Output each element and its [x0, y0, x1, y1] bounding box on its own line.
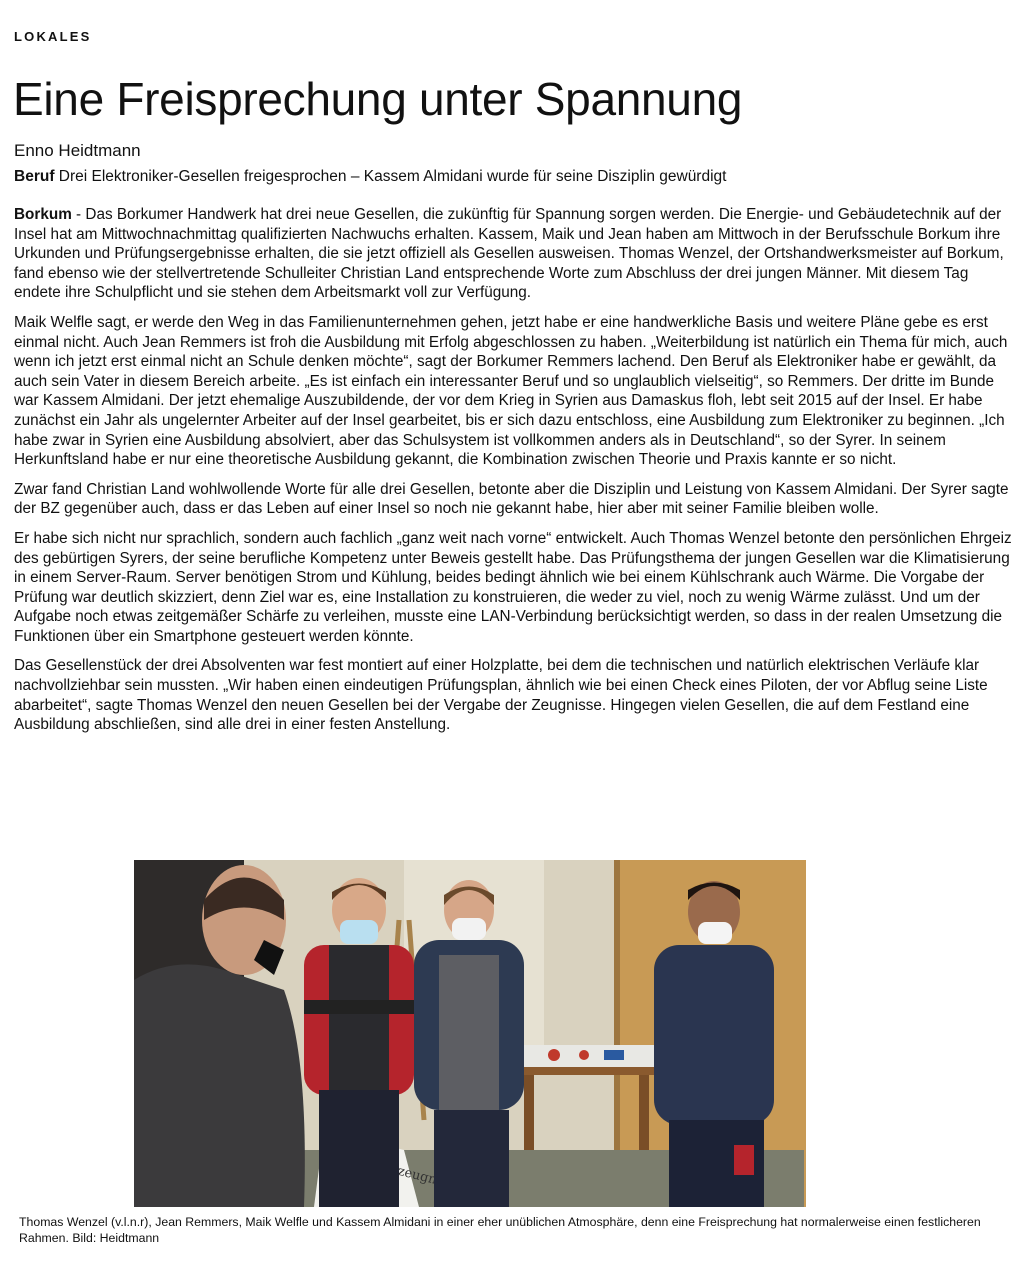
teaser-kicker: Beruf [14, 168, 55, 185]
article-body [14, 205, 1012, 745]
dateline: Borkum [14, 206, 72, 223]
teaser [14, 168, 726, 186]
article-photo [134, 860, 806, 1207]
headline: Eine Freisprechung unter Spannung [13, 73, 743, 125]
paragraph-4: Er habe sich nicht nur sprachlich, sondern auch fachlich „ganz weit nach vorne“ entwickelt. Auch Thomas Wenzel betonte den persönlichen Ehrgeiz des gebürtigen Syrers, der seine berufliche Kompetenz unter Beweis gestellt habe. Das Prüfungsthema der jungen Gesellen war die Klimatisierung in einem Server-Raum. Server benötigen Strom und Kühlung, beides bedingt ähnlich wie bei einem Kühlschrank auch Wärme. Die Vorgabe der Prüfung war deutlich skizziert, denn Ziel war es, eine Installation zu konstruieren, die weder zu viel, noch zu wenig Wärme zulässt. Und um der Aufgabe noch etwas zeitgemäßer Schärfe zu verleihen, musste eine LAN-Verbindung berücksichtigt werden, so dass in der realen Umsetzung die Funktionen über ein Smartphone gesteuert werden könnte. [14, 529, 1012, 645]
paragraph-3: Zwar fand Christian Land wohlwollende Worte für alle drei Gesellen, betonte aber die Disziplin und Leistung von Kassem Almidani. Der Syrer sagte der BZ gegenüber auch, dass er das Leben auf einer Insel so noch nie gekannt habe, hier aber mit seiner Familie bleiben wolle. [14, 480, 1009, 518]
paragraph-1 [14, 205, 1012, 303]
paragraph-1-text: - Das Borkumer Handwerk hat drei neue Gesellen, die zukünftig für Spannung sorgen werden. Die Energie- und Gebäudetechnik auf der Insel hat am Mittwochnachmittag qualifizierten Nachwuchs erhalten. Kassem, Maik und Jean haben am Mittwoch in der Berufsschule Borkum ihre Urkunden und Prüfungsergebnisse erhalten, die sie jetzt offiziell als Gesellen ausweisen. Thomas Wenzel, der Ortshandwerksmeister auf Borkum, fand ebenso wie der stellvertretende Schulleiter Christian Land entsprechende Worte zum Abschluss der drei jungen Männer. Mit diesem Tag endete ihre Schulpflicht und sie stehen dem Arbeitsmarkt voll zur Verfügung. [14, 206, 1004, 302]
author-byline: Enno Heidtmann [14, 141, 141, 160]
photo-illustration [134, 860, 806, 1207]
section-label: LOKALES [14, 29, 92, 44]
photo-caption: Thomas Wenzel (v.l.n.r), Jean Remmers, Maik Welfle und Kassem Almidani in einer eher unüblichen Atmosphäre, denn eine Freisprechung hat normalerweise einen festlicheren Rahmen. Bild: Heidtmann [19, 1215, 981, 1245]
teaser-text: Drei Elektroniker-Gesellen freigesprochen – Kassem Almidani wurde für seine Disziplin gewürdigt [58, 168, 727, 185]
paragraph-5: Das Gesellenstück der drei Absolventen war fest montiert auf einer Holzplatte, bei dem die technischen und natürlich elektrischen Verläufe klar nachvollziehbar sein mussten. „Wir haben einen eindeutigen Prüfungsplan, ähnlich wie bei einen Check eines Piloten, der vor Abflug seine Liste abarbeitet“, sagte Thomas Wenzel den neuen Gesellen bei der Vergabe der Zeugnisse. Hingegen vielen Gesellen, die auf dem Festland eine Ausbildung abschließen, sind alle drei in einer festen Anstellung. [14, 657, 988, 734]
paragraph-2: Maik Welfle sagt, er werde den Weg in das Familienunternehmen gehen, jetzt habe er eine handwerkliche Basis und weitere Pläne gebe es erst einmal nicht. Auch Jean Remmers ist froh die Ausbildung mit Erfolg abgeschlossen zu haben. „Weiterbildung ist natürlich ein Thema für mich, auch wenn ich jetzt erst einmal nicht an Schule denken möchte“, sagt der Borkumer Remmers lachend. Den Beruf als Elektroniker habe er gewählt, da auch sein Vater in diesem Bereich arbeite. „Es ist einfach ein interessanter Beruf und so unglaublich vielseitig“, so Remmers. Der dritte im Bunde war Kassem Almidani. Der jetzt ehemalige Auszubildende, der vor dem Krieg in Syrien aus Damaskus floh, lebt seit 2015 auf der Insel. Er habe zunächst ein Jahr als ungelernter Arbeiter auf der Insel gearbeitet, bis er sich dazu entschloss, eine Ausbildung zum Elektroniker zu beginnen. „Ich habe zwar in Syrien eine Ausbildung absolviert, aber das Schulsystem ist vollkommen anders als in Deutschland“, so der Syrer. In seinem Herkunftsland habe er nur eine theoretische Ausbildung gekannt, die Kombination zwischen Theorie und Praxis kannte er so nicht. [14, 313, 1008, 469]
